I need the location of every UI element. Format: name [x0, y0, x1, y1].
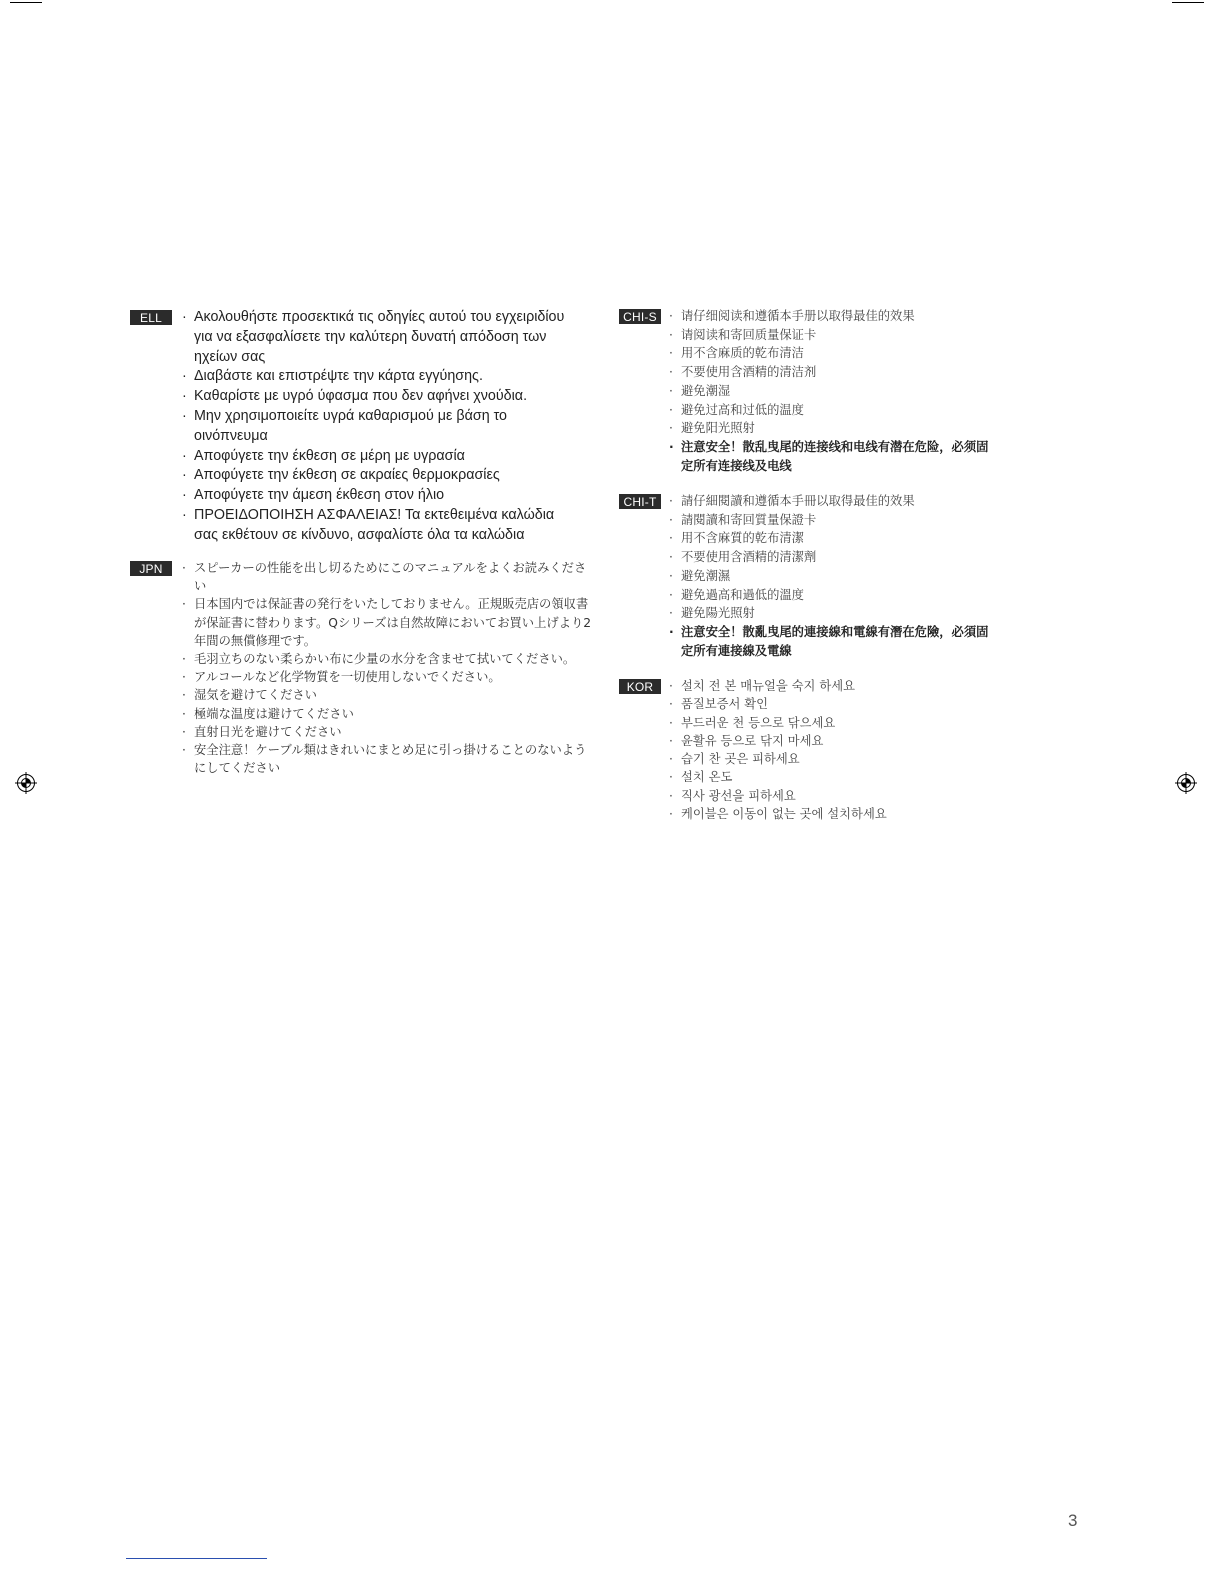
bullet-icon: · — [669, 550, 673, 565]
list-item-text: 避免阳光照射 — [681, 421, 755, 436]
list-item-text: Ακολουθήστε προσεκτικά τις οδηγίες αυτού του εγχειριδίου για να εξασφαλίσετε την καλύτερη δυνατή απόδοση των ηχείων σας — [194, 309, 565, 365]
bullet-icon: · — [182, 652, 186, 667]
list-item — [669, 548, 999, 567]
list-item-text: 습기 찬 곳은 피하세요 — [681, 752, 800, 767]
list-item-text: 품질보증서 확인 — [681, 697, 769, 712]
bullet-icon: · — [182, 388, 187, 405]
list-item-text: 윤활유 등으로 닦지 마세요 — [681, 733, 824, 748]
language-tag-chi-t: CHI-T — [619, 494, 661, 509]
bullet-icon: · — [182, 467, 187, 484]
list-item — [669, 567, 999, 586]
list-item-text: 설치 전 본 매뉴얼을 숙지 하세요 — [681, 679, 855, 693]
list-item-text: スピーカーの性能を出し切るためにこのマニュアルをよくお読みください — [194, 561, 587, 594]
list-item — [669, 326, 999, 345]
list-item-text: Μην χρησιμοποιείτε υγρά καθαρισμού με βάση το οινόπνευμα — [194, 407, 508, 444]
list-item — [669, 344, 999, 363]
list-item-text: 請仔細閱讀和遵循本手冊以取得最佳的效果 — [681, 494, 915, 508]
list-item-text: 直射日光を避けてください — [194, 724, 342, 739]
bullet-icon: · — [669, 421, 673, 436]
bullet-icon: · — [182, 724, 186, 739]
bullet-icon: · — [669, 788, 673, 803]
bullet-icon: · — [182, 688, 186, 703]
list-item — [669, 695, 999, 713]
bullet-icon: · — [182, 670, 186, 685]
list-item — [669, 714, 999, 732]
bullet-icon: · — [182, 743, 186, 758]
list-item-text: Αποφύγετε την άμεση έκθεση στον ήλιο — [194, 487, 445, 504]
bullet-icon: · — [182, 368, 187, 385]
bullet-icon: · — [669, 346, 673, 361]
bullet-icon: · — [669, 606, 673, 621]
list-item — [669, 419, 999, 438]
bullet-icon: · — [182, 407, 187, 424]
bullet-icon: · — [669, 733, 673, 748]
footer-rule — [126, 1558, 267, 1559]
bullet-icon: · — [669, 679, 673, 693]
list-item-text: 부드러운 천 등으로 닦으세요 — [681, 715, 836, 730]
list-item — [669, 805, 999, 823]
bullet-icon: · — [669, 752, 673, 767]
list-item-text: アルコールなど化学物質を一切使用しないでください。 — [194, 670, 501, 685]
bullet-icon: · — [669, 568, 673, 583]
language-tag-jpn: JPN — [130, 561, 172, 576]
list-item — [182, 595, 592, 650]
list-item — [669, 382, 999, 401]
list-item-text: 請閱讀和寄回質量保證卡 — [681, 512, 817, 527]
instruction-list-chinese-simplified — [669, 307, 999, 475]
bullet-icon: · — [669, 309, 673, 323]
list-item — [669, 750, 999, 768]
list-item-text: 用不含麻質的乾布清潔 — [681, 531, 804, 546]
list-item-text: 毛羽立ちのない柔らかい布に少量の水分を含ませて拭いてください。 — [194, 652, 576, 667]
list-item-text: 用不含麻质的乾布清洁 — [681, 346, 804, 361]
list-item — [669, 363, 999, 382]
list-item-text: 注意安全！散亂曳尾的連接線和電線有潛在危險，必須固定所有連接線及電線 — [681, 624, 989, 658]
page-number: 3 — [1068, 1511, 1078, 1530]
list-item — [669, 586, 999, 605]
list-item-text: 避免过高和过低的温度 — [681, 402, 804, 417]
instruction-list-japanese — [182, 559, 592, 777]
bullet-icon: · — [182, 447, 187, 464]
registration-mark-icon — [15, 772, 37, 794]
instruction-list-korean — [669, 677, 999, 823]
list-item-text: 日本国内では保証書の発行をいたしておりません。正規販売店の領収書が保証書に替わります。Qシリーズは自然故障においてお買い上げより2年間の無償修理です。 — [194, 597, 592, 648]
list-item-text: 避免過高和過低的溫度 — [681, 587, 804, 602]
instruction-list-chinese-traditional — [669, 492, 999, 660]
language-tag-ell: ELL — [130, 310, 172, 325]
list-item-text: 不要使用含酒精的清洁剂 — [681, 365, 817, 380]
list-item — [669, 511, 999, 530]
list-item-text: 직사 광선을 피하세요 — [681, 788, 796, 803]
bullet-icon: · — [182, 706, 186, 721]
bullet-icon: · — [669, 494, 673, 508]
bullet-icon: · — [669, 402, 673, 417]
list-item — [182, 486, 582, 506]
list-item — [669, 401, 999, 420]
list-item — [182, 650, 592, 668]
list-item-text: Αποφύγετε την έκθεση σε ακραίες θερμοκρασίες — [194, 467, 500, 484]
bullet-icon: · — [182, 506, 187, 523]
instruction-list-greek — [182, 308, 582, 546]
bullet-icon: · — [669, 770, 673, 785]
list-item-text: 避免潮湿 — [681, 383, 731, 398]
list-item-text: 安全注意！ケーブル類はきれいにまとめ足に引っ掛けることのないようにしてください — [194, 743, 587, 776]
bullet-icon: · — [182, 309, 187, 325]
list-item — [669, 768, 999, 786]
bullet-icon: · — [669, 365, 673, 380]
bullet-icon: · — [669, 512, 673, 527]
list-item — [182, 387, 582, 407]
list-item — [182, 741, 592, 777]
list-item — [669, 307, 999, 326]
list-item — [669, 529, 999, 548]
list-item — [669, 623, 999, 660]
list-item — [182, 447, 582, 467]
bullet-icon: · — [669, 327, 673, 342]
language-tag-kor: KOR — [619, 679, 661, 694]
bullet-icon: · — [669, 531, 673, 546]
list-item-text: 避免陽光照射 — [681, 606, 755, 621]
list-item-text: 请仔细阅读和遵循本手册以取得最佳的效果 — [681, 309, 915, 323]
list-item — [669, 492, 999, 511]
list-item — [182, 705, 592, 723]
list-item — [182, 506, 582, 546]
list-item-text: Καθαρίστε με υγρό ύφασμα που δεν αφήνει χνούδια. — [194, 388, 528, 405]
list-item — [669, 604, 999, 623]
crop-mark-top-left — [10, 2, 42, 3]
bullet-icon: · — [669, 383, 673, 398]
bullet-icon: · — [669, 697, 673, 712]
list-item — [182, 723, 592, 741]
list-item-text: 不要使用含酒精的清潔劑 — [681, 550, 817, 565]
bullet-icon: · — [669, 807, 673, 822]
list-item — [669, 732, 999, 750]
bullet-icon: · — [669, 439, 674, 454]
list-item-text: 케이블은 이동이 없는 곳에 설치하세요 — [681, 807, 887, 822]
language-tag-chi-s: CHI-S — [619, 309, 661, 324]
list-item-text: 请阅读和寄回质量保证卡 — [681, 327, 817, 342]
list-item — [182, 686, 592, 704]
list-item — [669, 677, 999, 695]
list-item — [182, 308, 582, 367]
bullet-icon: · — [182, 597, 186, 612]
list-item — [669, 787, 999, 805]
list-item — [182, 407, 582, 447]
list-item-text: ΠΡΟΕΙΔΟΠΟΙΗΣΗ ΑΣΦΑΛΕΙΑΣ! Τα εκτεθειμένα καλώδια σας εκθέτουν σε κίνδυνο, ασφαλίστε όλα τα καλώδια — [194, 506, 555, 543]
bullet-icon: · — [669, 624, 674, 639]
registration-mark-icon — [1175, 772, 1197, 794]
bullet-icon: · — [182, 561, 186, 575]
bullet-icon: · — [182, 487, 187, 504]
list-item-text: Αποφύγετε την έκθεση σε μέρη με υγρασία — [194, 447, 465, 464]
crop-mark-top-right — [1172, 2, 1204, 3]
list-item-text: 極端な温度は避けてください — [194, 706, 354, 721]
list-item-text: 注意安全！散乱曳尾的连接线和电线有潜在危险，必须固定所有连接线及电线 — [681, 439, 989, 473]
list-item — [182, 367, 582, 387]
list-item-text: Διαβάστε και επιστρέψτε την κάρτα εγγύησης. — [194, 368, 483, 385]
list-item — [669, 438, 999, 475]
list-item-text: 湿気を避けてください — [194, 688, 317, 703]
list-item-text: 설치 온도 — [681, 770, 733, 785]
list-item-text: 避免潮濕 — [681, 568, 731, 583]
bullet-icon: · — [669, 715, 673, 730]
list-item — [182, 559, 592, 595]
list-item — [182, 668, 592, 686]
list-item — [182, 466, 582, 486]
bullet-icon: · — [669, 587, 673, 602]
